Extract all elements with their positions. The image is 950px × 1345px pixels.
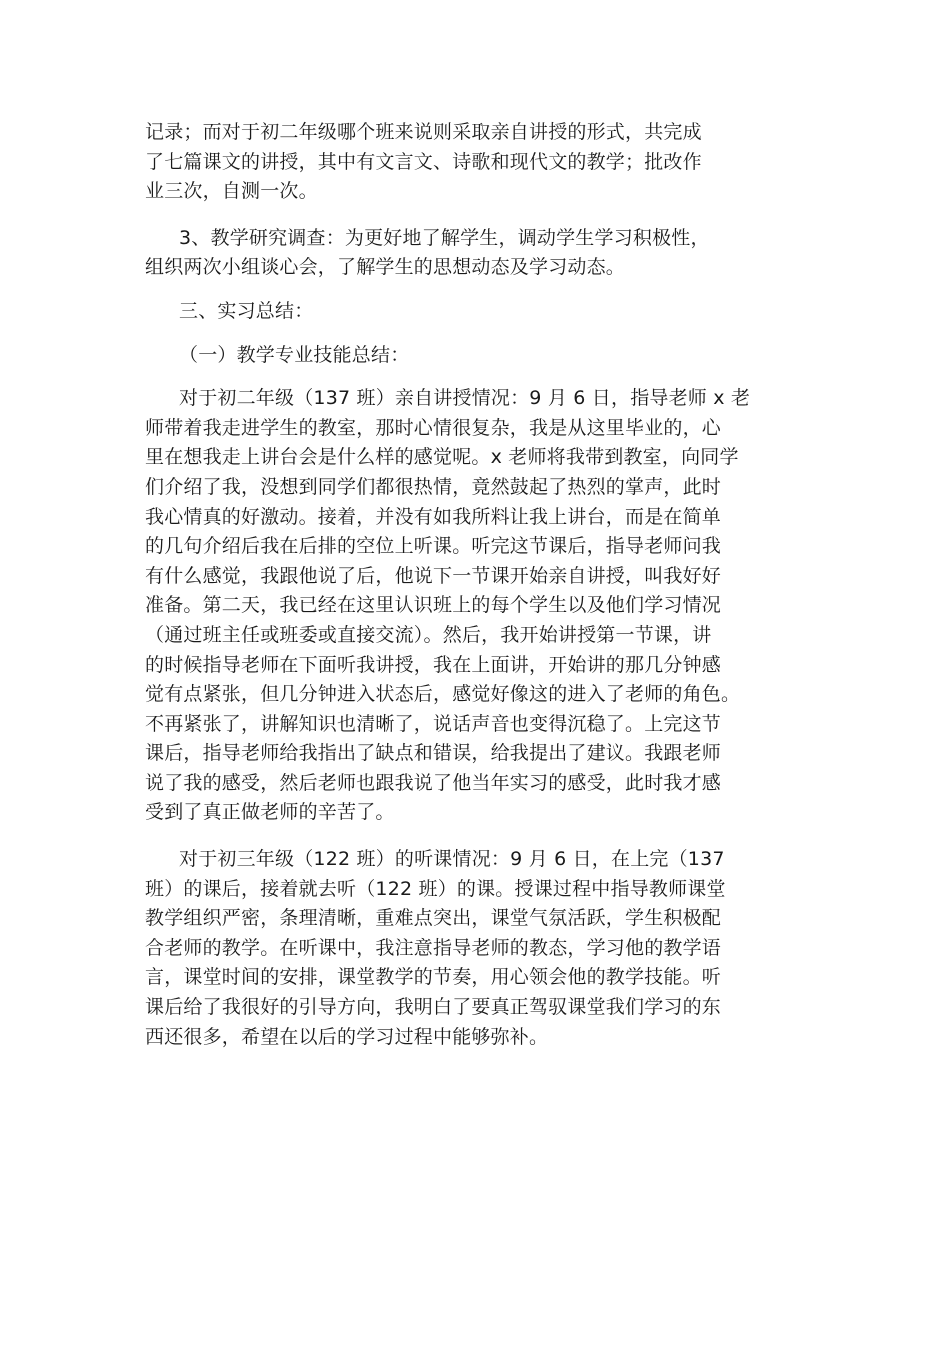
paragraph-line: 课后给了我很好的引导方向，我明白了要真正驾驭课堂我们学习的东 <box>145 996 722 1019</box>
paragraph-line: 的几句介绍后我在后排的空位上听课。听完这节课后，指导老师问我 <box>145 535 722 558</box>
paragraph-line: 西还很多，希望在以后的学习过程中能够弥补。 <box>145 1025 549 1048</box>
paragraph-line: 觉有点紧张，但几分钟进入状态后，感觉好像这的进入了老师的角色。 <box>145 683 741 706</box>
paragraph-line: 教学组织严密，条理清晰，重难点突出，课堂气氛活跃，学生积极配 <box>145 907 722 930</box>
paragraph-line: 言，课堂时间的安排，课堂教学的节奏，用心领会他的教学技能。听 <box>145 966 722 989</box>
heading-line: （一）教学专业技能总结： <box>179 343 410 366</box>
paragraph-line: （通过班主任或班委或直接交流）。然后，我开始讲授第一节课，讲 <box>145 623 712 646</box>
paragraph-line: 里在想我走上讲台会是什么样的感觉呢。x 老师将我带到教室，向同学 <box>145 446 739 469</box>
paragraph-line: 我心情真的好激动。接着，并没有如我所料让我上讲台，而是在简单 <box>145 505 722 528</box>
paragraph-line: 了七篇课文的讲授，其中有文言文、诗歌和现代文的教学；批改作 <box>145 150 702 173</box>
document-page <box>145 118 785 1066</box>
subsection-one-heading <box>145 341 785 371</box>
paragraph-line: 记录；而对于初二年级哪个班来说则采取亲自讲授的形式，共完成 <box>145 121 702 143</box>
paragraph-line: 合老师的教学。在听课中，我注意指导老师的教态，学习他的教学语 <box>145 936 722 959</box>
paragraph-line: 3、教学研究调查：为更好地了解学生，调动学生学习积极性， <box>179 226 710 249</box>
paragraph-line: 对于初三年级（122 班）的听课情况：9 月 6 日，在上完（137 <box>179 848 725 871</box>
paragraph-line: 班）的课后，接着就去听（122 班）的课。授课过程中指导教师课堂 <box>145 877 726 900</box>
paragraph-line: 有什么感觉，我跟他说了后，他说下一节课开始亲自讲授，叫我好好 <box>145 564 722 587</box>
paragraph-line: 的时候指导老师在下面听我讲授，我在上面讲，开始讲的那几分钟感 <box>145 653 722 676</box>
paragraph-line: 不再紧张了，讲解知识也清晰了，说话声音也变得沉稳了。上完这节 <box>145 712 722 735</box>
paragraph-line: 说了我的感受，然后老师也跟我说了他当年实习的感受，此时我才感 <box>145 771 722 794</box>
paragraph-grade-two-teaching <box>145 384 785 828</box>
heading-line: 三、实习总结： <box>179 299 314 322</box>
paragraph-grade-three-observation <box>145 845 785 1052</box>
section-three-heading <box>145 297 785 327</box>
paragraph-line: 们介绍了我，没想到同学们都很热情，竟然鼓起了热烈的掌声，此时 <box>145 475 722 498</box>
paragraph-line: 业三次，自测一次。 <box>145 180 318 203</box>
paragraph-line: 课后，指导老师给我指出了缺点和错误，给我提出了建议。我跟老师 <box>145 742 722 765</box>
paragraph-line: 组织两次小组谈心会，了解学生的思想动态及学习动态。 <box>145 256 626 279</box>
paragraph-line: 师带着我走进学生的教室，那时心情很复杂，我是从这里毕业的，心 <box>145 416 722 439</box>
paragraph-teaching-research <box>145 224 785 283</box>
paragraph-line: 受到了真正做老师的辛苦了。 <box>145 801 395 824</box>
paragraph-line: 准备。第二天，我已经在这里认识班上的每个学生以及他们学习情况 <box>145 594 722 617</box>
paragraph-record-summary <box>145 118 785 207</box>
paragraph-line: 对于初二年级（137 班）亲自讲授情况：9 月 6 日，指导老师 x 老 <box>179 387 751 410</box>
